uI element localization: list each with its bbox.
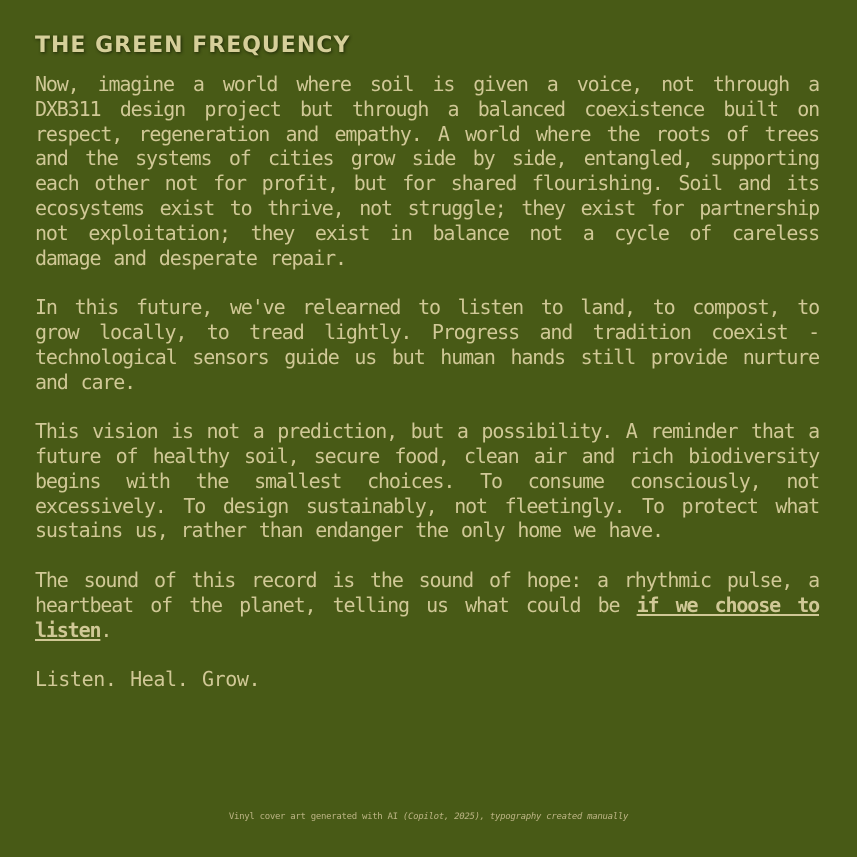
paragraph-sound-end: .: [100, 617, 112, 642]
credit-main: Vinyl cover art generated with AI: [228, 812, 403, 822]
closing-line: Listen. Heal. Grow.: [35, 667, 261, 692]
paragraph-vision: Now, imagine a world where soil is given a voice, not through a DXB311 design project but through a balanced coexistence built on respect, regeneration and empathy. A world where the roots of trees and the systems of cities grow side by side, entangled, supporting each other not for profit, but for shared flourishing. Soil and its ecosystems exist to thrive, not struggle; they exist for partnership not exploitation; they exist in balance not a cycle of careless damage and desperate repair.: [35, 72, 819, 270]
page-title: THE GREEN FREQUENCY: [35, 33, 351, 58]
paragraph-sound-text: The sound of this record is the sound of hope: a rhythmic pulse, a heartbeat of the planet, telling us what could be: [35, 567, 819, 617]
emphasis-listen: if we choose to listen: [35, 592, 819, 642]
paragraph-sound: [35, 568, 819, 642]
credit-italic: (Copilot, 2025), typography created manually: [402, 812, 629, 822]
paragraph-possibility: This vision is not a prediction, but a possibility. A reminder that a future of healthy soil, secure food, clean air and rich biodiversity begins with the smallest choices. To consume consciously, not excessively. To design sustainably, not fleetingly. To protect what sustains us, rather than endanger the only home we have.: [35, 419, 819, 543]
credit-line: [0, 812, 857, 822]
body-text: [35, 72, 819, 717]
paragraph-future: In this future, we've relearned to listen to land, to compost, to grow locally, to tread lightly. Progress and tradition coexist - technological sensors guide us but human hands still provide nurture and care.: [35, 295, 819, 394]
